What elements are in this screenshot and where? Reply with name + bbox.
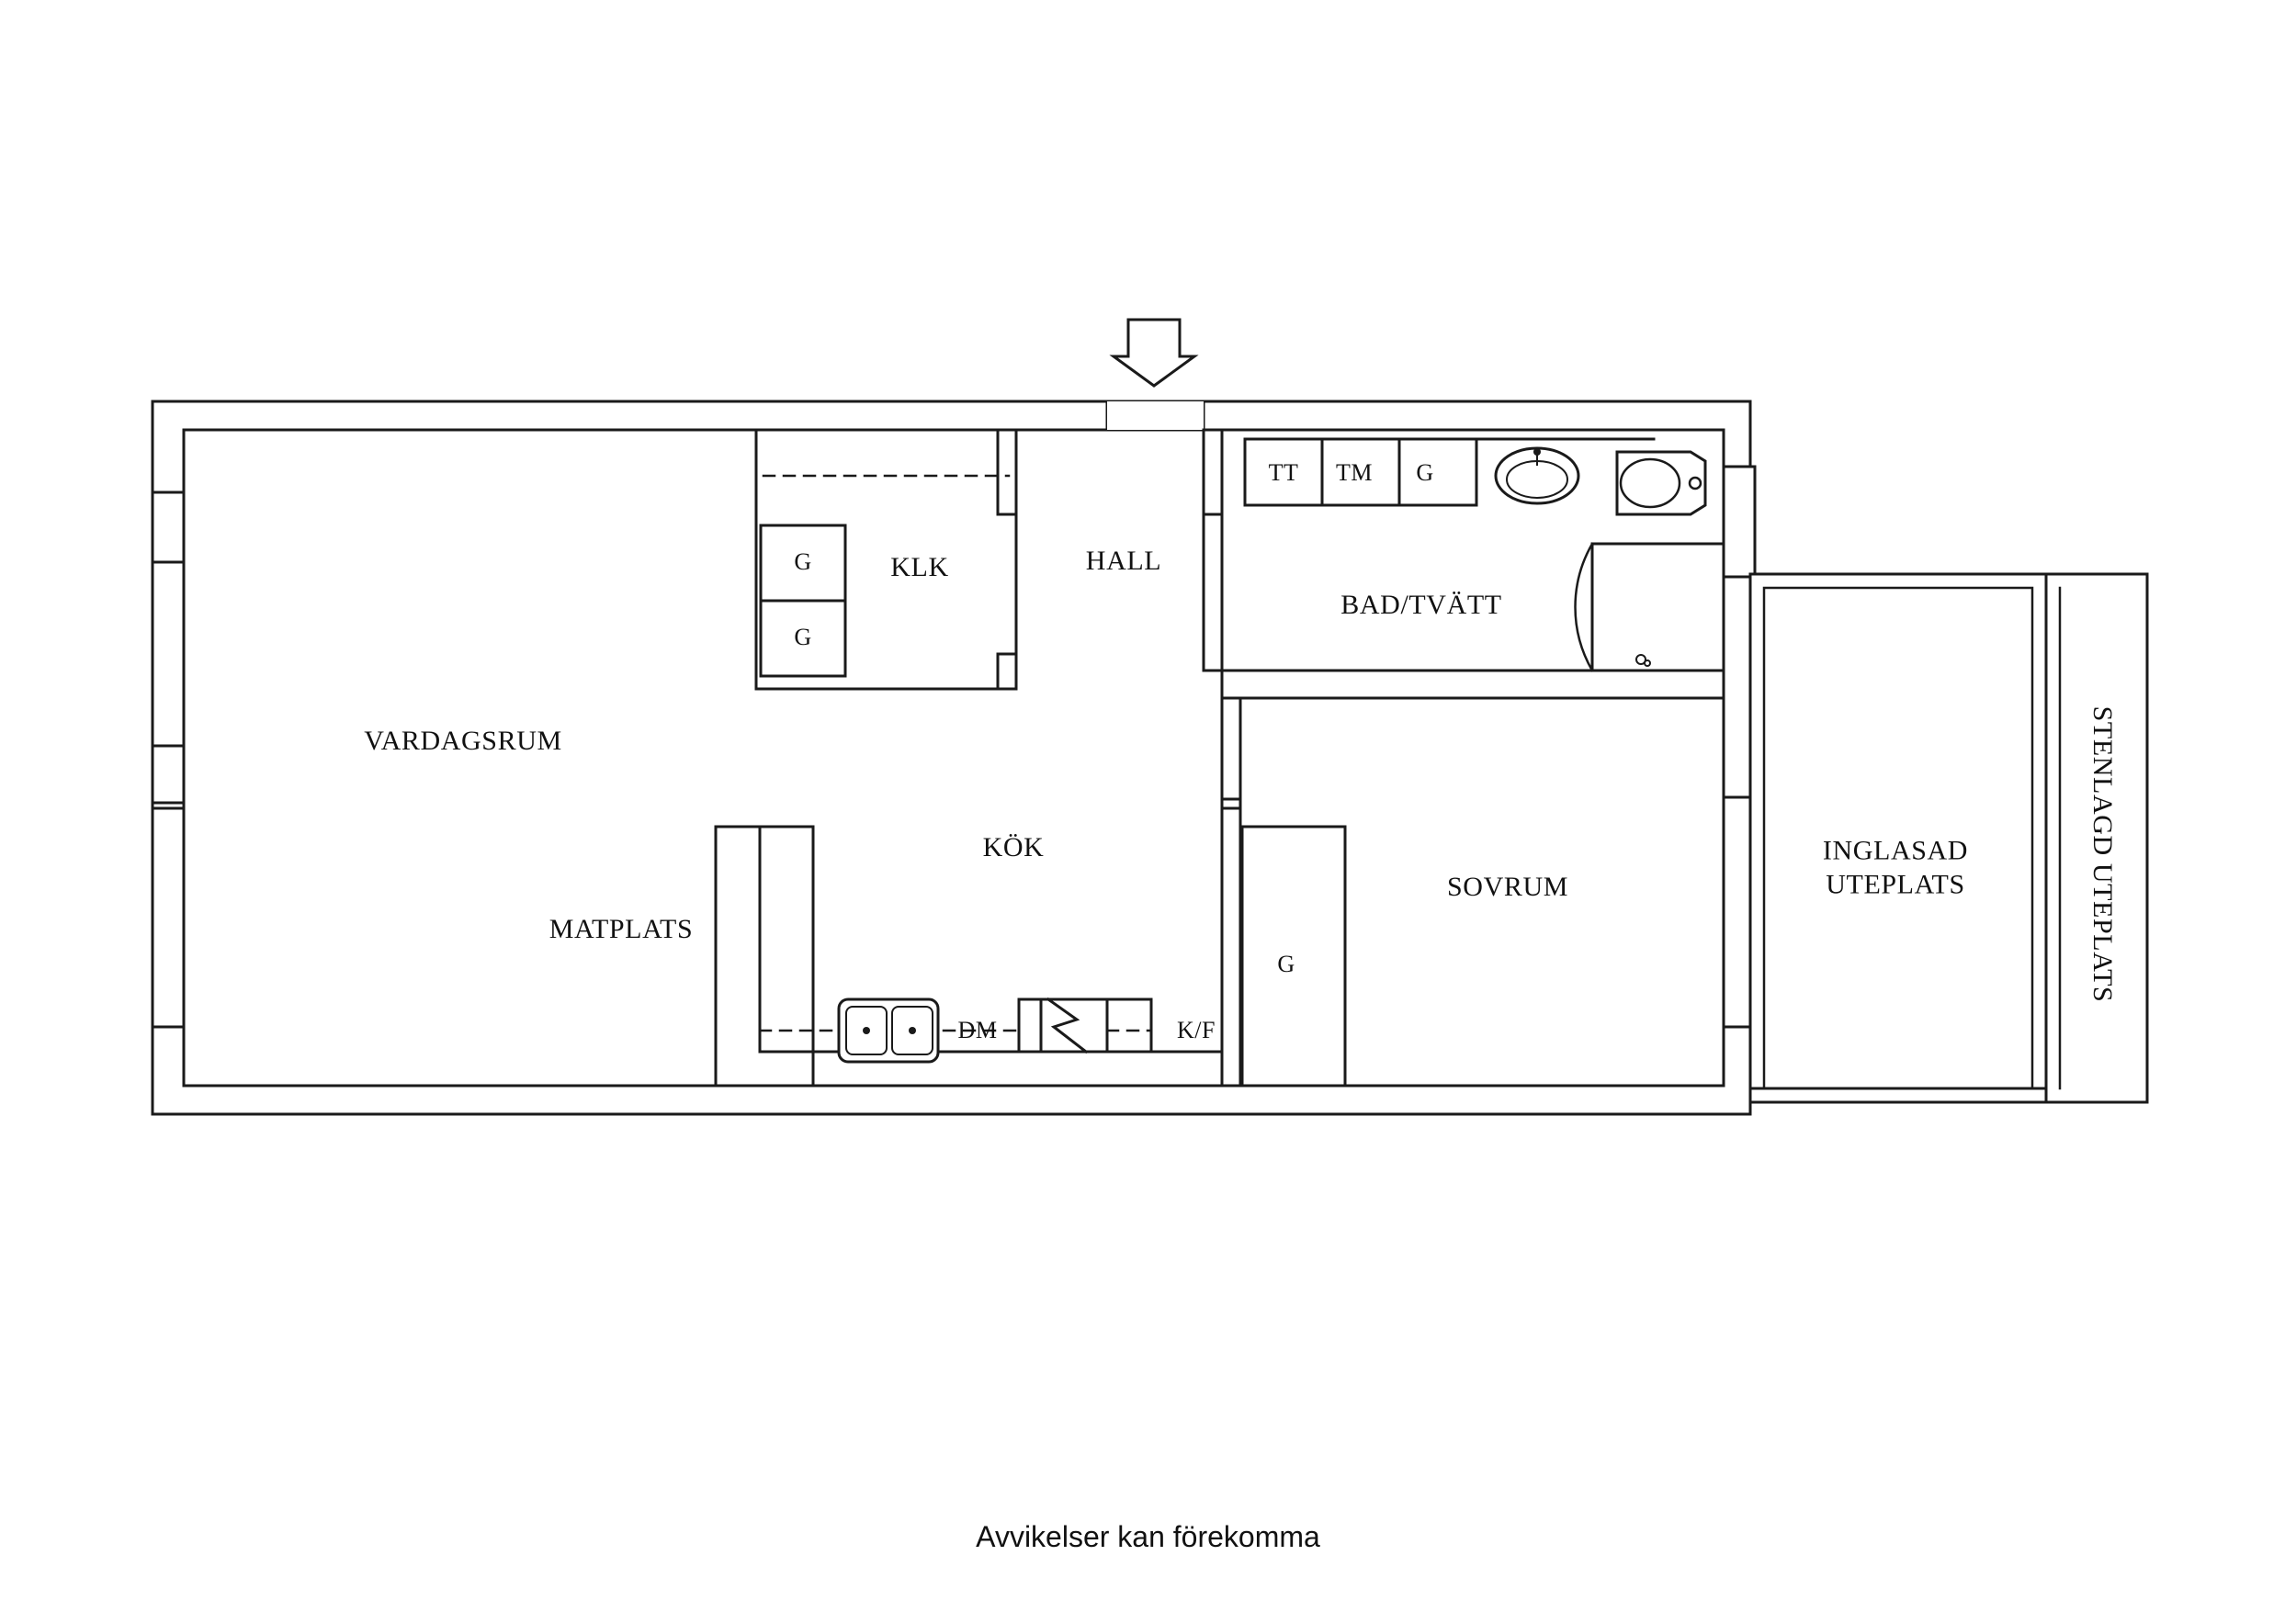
fixture-label-kf: K/F [1176, 1017, 1216, 1043]
fixture-label-klk-garderob-lower: G [794, 624, 812, 650]
fixture-label-dm: DM [957, 1017, 998, 1043]
stove-icon [1041, 999, 1107, 1052]
fixture-label-bad-garderob: G [1416, 459, 1434, 486]
fixture-label-tt: TT [1268, 459, 1299, 486]
footer-note: Avvikelser kan förekomma [976, 1520, 1320, 1553]
fixture-label-sovrum-garderob: G [1277, 951, 1295, 977]
room-label-matplats: MATPLATS [549, 914, 694, 944]
toilet-icon [1617, 452, 1705, 514]
fixture-label-klk-garderob-upper: G [794, 548, 812, 575]
room-label-klk: KLK [890, 552, 949, 582]
room-label-hall: HALL [1085, 546, 1162, 576]
room-label-stenlagd-uteplats: STENLAGD UTEPLATS [2087, 705, 2118, 1003]
washbasin-icon [1496, 448, 1578, 503]
fixture-label-tm: TM [1335, 459, 1374, 486]
room-label-kok: KÖK [982, 832, 1045, 862]
shower-door-icon [1576, 544, 1592, 671]
kitchen-sink-icon [839, 999, 938, 1062]
inglasad-line2: UTEPLATS [1826, 869, 1965, 899]
wardrobe-box [1399, 439, 1476, 505]
room-label-vardagsrum: VARDAGSRUM [364, 726, 562, 756]
room-label-sovrum: SOVRUM [1447, 872, 1568, 902]
room-label-inglasad-uteplats [1823, 834, 1968, 901]
room-label-bad-tvatt: BAD/TVÄTT [1340, 590, 1502, 620]
inglasad-line1: INGLASAD [1822, 835, 1969, 866]
entrance-arrow-icon [1114, 320, 1194, 386]
